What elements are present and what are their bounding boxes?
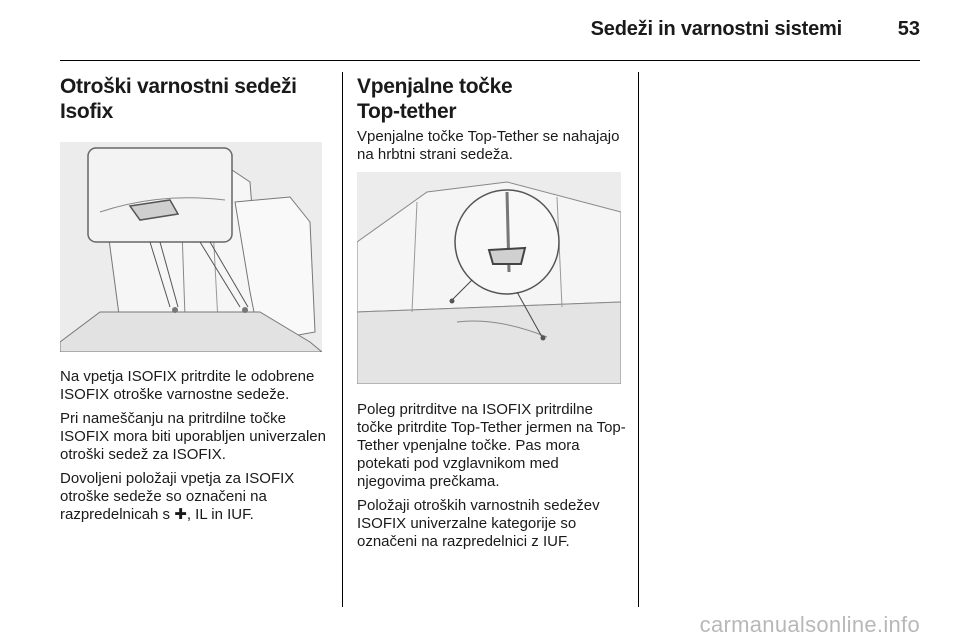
- isofix-paragraph-1: Na vpetja ISOFIX pritrdite le odobrene ISOFIX otroške varnostne sedeže.: [60, 368, 315, 403]
- top-tether-heading: [357, 74, 627, 124]
- isofix-paragraph-3-text: Dovoljeni položaji vpetja za ISOFIX otroške sedeže so označeni na razpredelnicah s: [60, 470, 295, 523]
- top-tether-paragraph-2: Položaji otroških varnostnih sedežev ISOFIX univerzalne kategorije so označeni na razpredelnici z IUF.: [357, 497, 600, 550]
- isofix-paragraph-2: Pri nameščanju na pritrdilne točke ISOFIX mora biti uporabljen univerzalen otroški sedež za ISOFIX.: [60, 410, 326, 463]
- isofix-heading-line2: Isofix: [60, 100, 114, 123]
- isofix-paragraph-3: [60, 470, 328, 524]
- top-tether-heading-line2: Top-tether: [357, 100, 457, 123]
- cross-icon: ✚: [174, 506, 187, 523]
- watermark: carmanualsonline.info: [699, 612, 920, 637]
- header-title: Sedeži in varnostni sistemi: [590, 18, 842, 40]
- top-tether-heading-line1: Vpenjalne točke: [357, 75, 513, 98]
- top-tether-illustration: [357, 172, 621, 384]
- header-divider: [60, 60, 920, 61]
- isofix-paragraph-3-end: , IL in IUF.: [186, 506, 254, 523]
- isofix-heading-line1: Otroški varnostni sedeži: [60, 75, 297, 98]
- page-number: 53: [897, 18, 920, 40]
- column-divider-right: [638, 72, 639, 607]
- isofix-heading: [60, 74, 328, 124]
- top-tether-section: [357, 74, 627, 557]
- isofix-seat-illustration: [60, 142, 322, 352]
- top-tether-intro: Vpenjalne točke Top-Tether se nahajajo na hrbtni strani sedeža.: [357, 128, 620, 163]
- isofix-section: [60, 74, 328, 530]
- column-divider-left: [342, 72, 343, 607]
- top-tether-paragraph-1: Poleg pritrditve na ISOFIX pritrdilne točke pritrdite Top-Tether jermen na Top-Tether vpenjalne točke. Pas mora potekati pod vzglavnikom med njegovima prečkama.: [357, 401, 626, 490]
